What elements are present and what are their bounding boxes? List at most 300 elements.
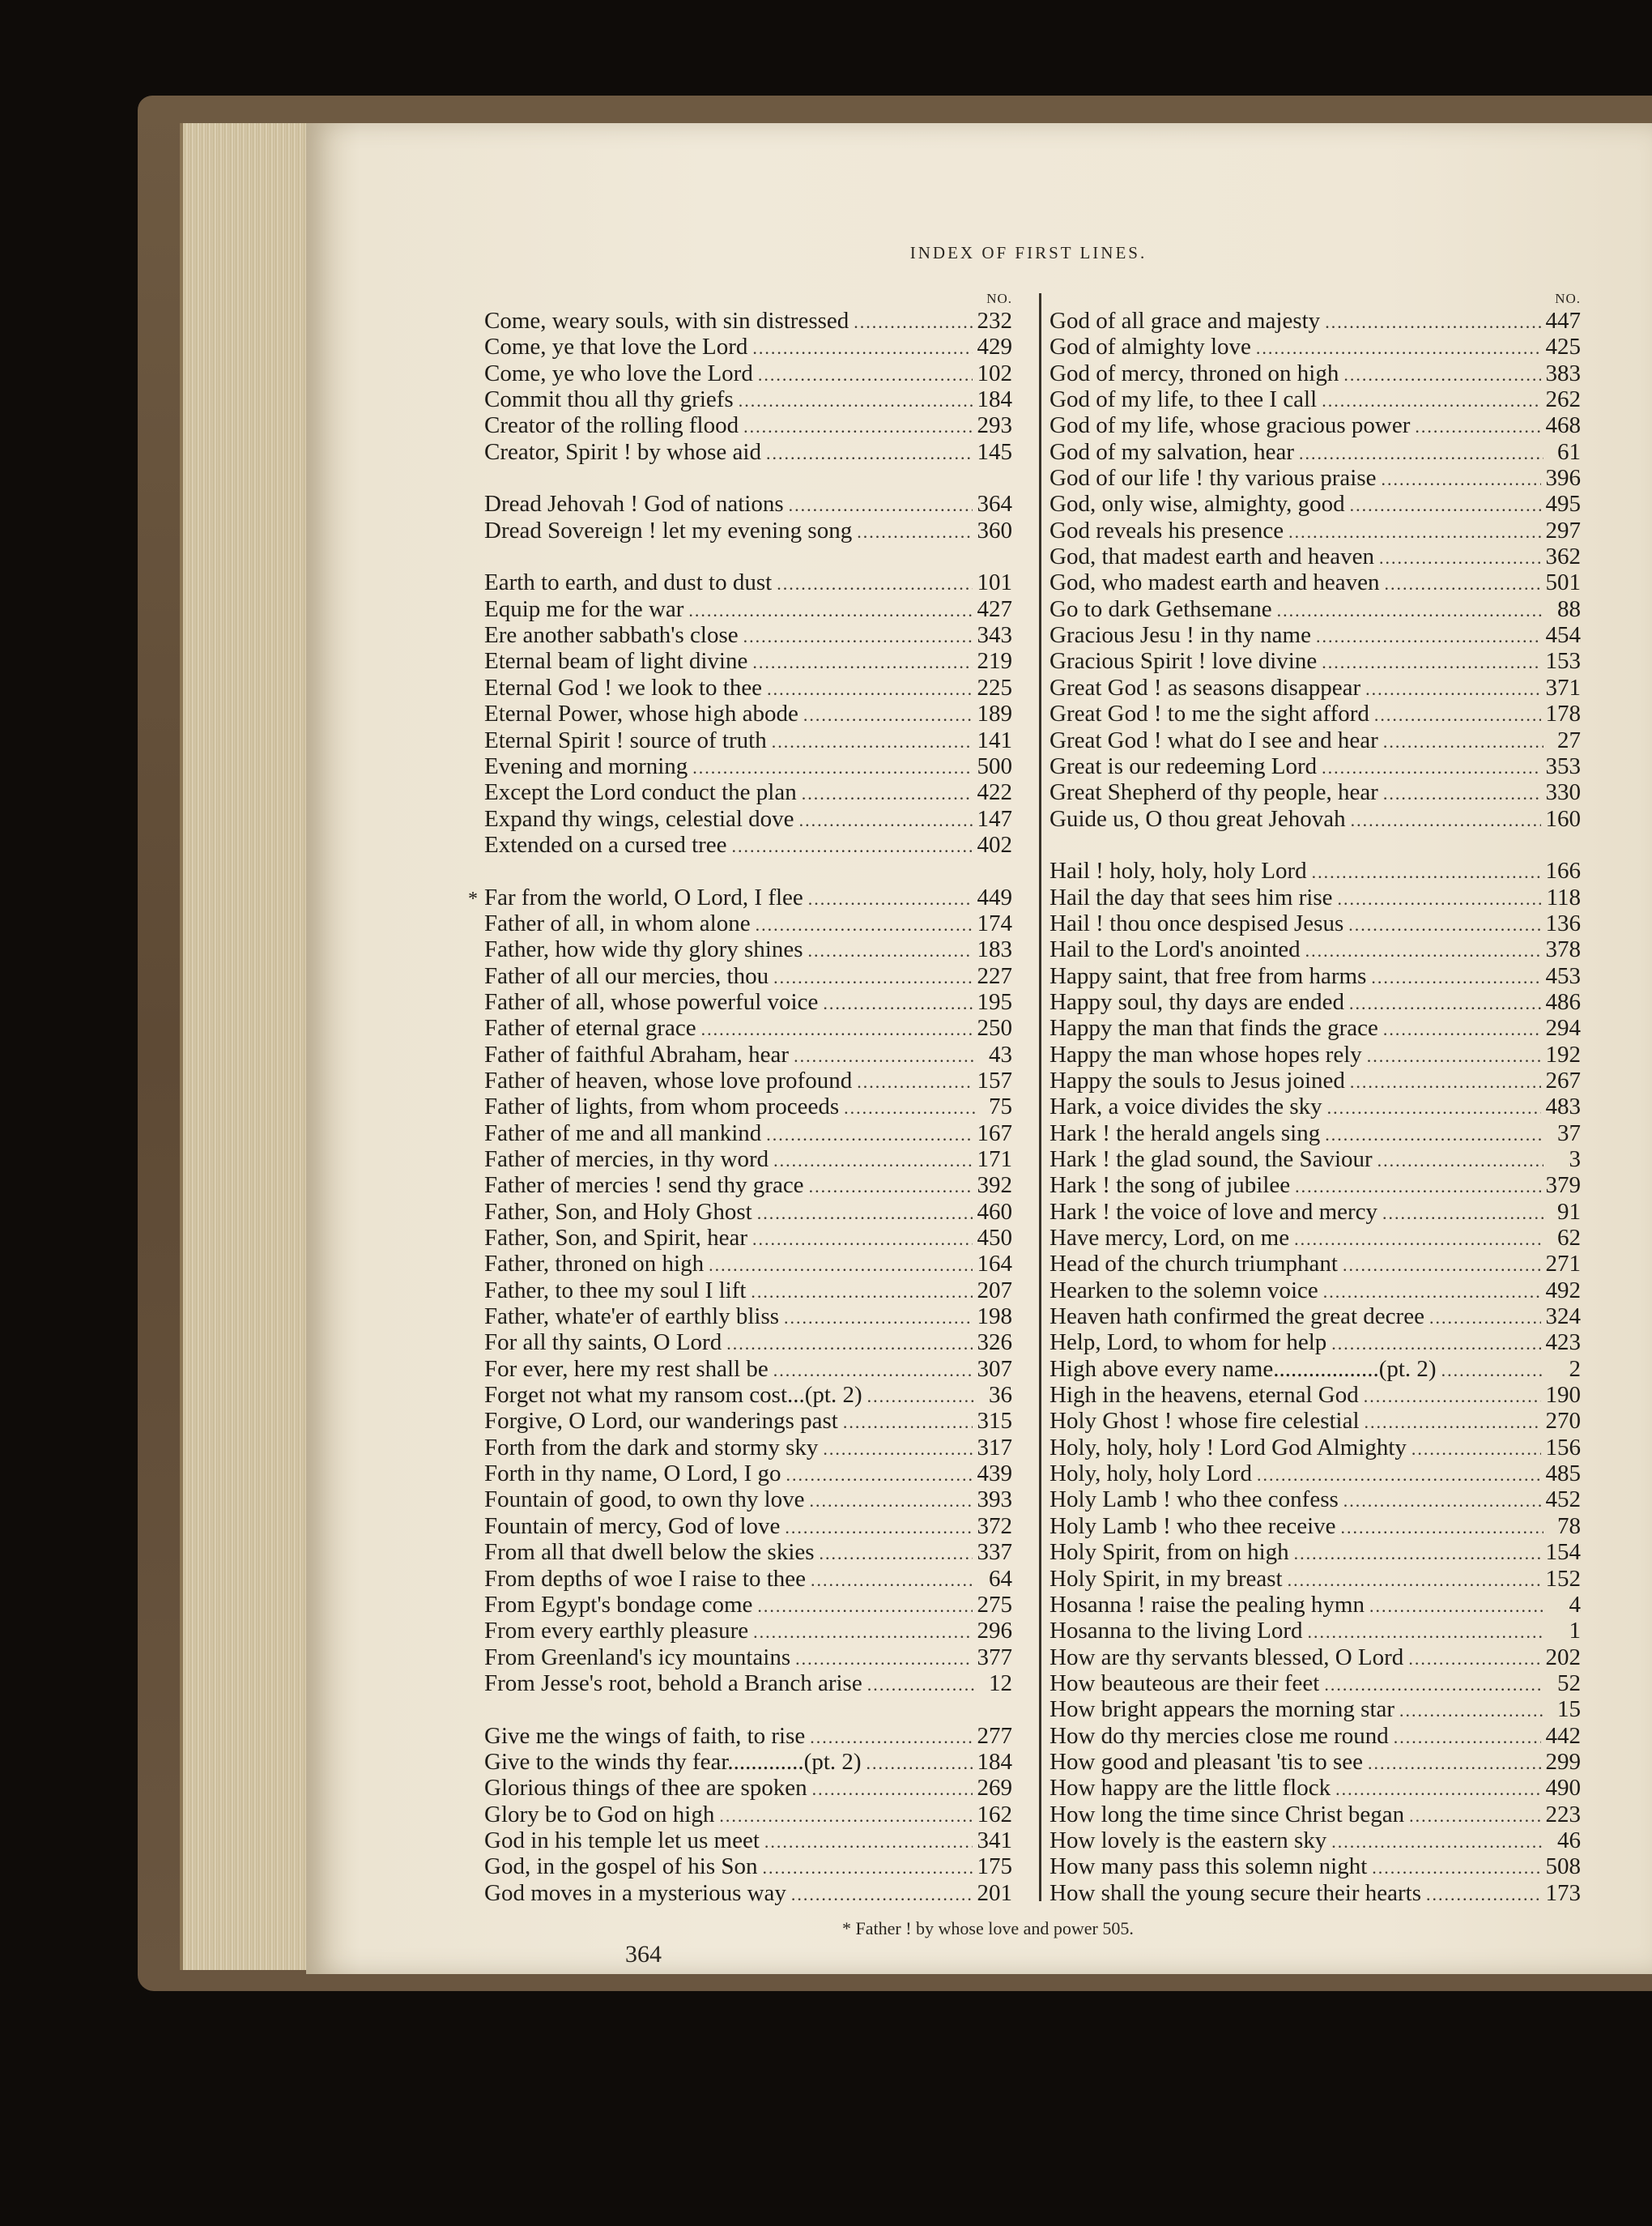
page-header: INDEX OF FIRST LINES. (909, 243, 1147, 262)
index-entry (484, 832, 1012, 858)
dot-leader (773, 1148, 972, 1174)
hymn-number: 202 (1545, 1644, 1581, 1670)
hymn-number: 15 (1557, 1696, 1581, 1723)
hymn-number: 483 (1545, 1094, 1581, 1120)
hymn-first-line: Father of faithful Abraham, hear (484, 1041, 790, 1068)
hymn-number: 152 (1545, 1565, 1581, 1592)
index-entry (484, 1513, 1012, 1539)
index-entry (1050, 648, 1581, 674)
hymn-number: 102 (977, 360, 1012, 386)
dot-leader (766, 1122, 972, 1148)
dot-leader (802, 781, 973, 807)
dot-leader (808, 938, 973, 964)
hymn-first-line: High in the heavens, eternal God (1050, 1382, 1359, 1409)
dot-leader (751, 1279, 972, 1305)
hymn-number: 337 (977, 1539, 1012, 1566)
index-entry (1050, 1592, 1581, 1618)
dot-leader (739, 388, 973, 414)
hymn-number: 315 (977, 1408, 1012, 1435)
dot-leader (1312, 859, 1541, 885)
dot-leader (823, 1436, 972, 1462)
dot-leader (753, 1619, 972, 1645)
dot-leader (767, 676, 972, 702)
index-entry (1050, 491, 1581, 517)
index-entry (484, 1356, 1012, 1382)
hymn-first-line: Father of me and all mankind (484, 1119, 762, 1146)
hymn-first-line: How bright appears the morning star (1050, 1696, 1395, 1723)
index-entry (484, 1539, 1012, 1565)
dot-leader (811, 1567, 975, 1593)
hymn-number: 91 (1557, 1198, 1581, 1225)
index-entry (1050, 1015, 1581, 1041)
hymn-first-line: Father of mercies ! send thy grace (484, 1172, 804, 1199)
index-entry (1050, 1146, 1581, 1172)
dot-leader (1415, 414, 1540, 440)
hymn-first-line: Holy Ghost ! whose fire celestial (1050, 1408, 1360, 1435)
hymn-number: 190 (1545, 1382, 1581, 1409)
hymn-first-line: How beauteous are their feet (1050, 1670, 1320, 1696)
index-entry (484, 675, 1012, 701)
index-entry (1050, 1539, 1581, 1565)
hymn-number: 219 (977, 648, 1012, 675)
dot-leader (777, 571, 972, 597)
dot-leader (789, 493, 973, 518)
index-entry (484, 1435, 1012, 1461)
hymn-number: 36 (989, 1382, 1012, 1409)
hymn-number: 162 (977, 1801, 1012, 1827)
hymn-first-line: How many pass this solemn night (1050, 1853, 1368, 1880)
dot-leader (844, 1095, 975, 1121)
dot-leader (772, 729, 973, 755)
hymn-first-line: Head of the church triumphant (1050, 1251, 1338, 1277)
hymn-first-line: From Jesse's root, behold a Branch arise (484, 1670, 862, 1696)
hymn-number: 429 (977, 334, 1012, 360)
index-section (484, 308, 1012, 465)
hymn-first-line: Hosanna ! raise the pealing hymn (1050, 1591, 1365, 1618)
dot-leader (809, 1174, 973, 1200)
hymn-number: 353 (1545, 753, 1581, 779)
index-entry (1050, 885, 1581, 910)
number-column-label: NO. (986, 291, 1012, 306)
dot-leader (1325, 309, 1540, 335)
hymn-number: 449 (977, 884, 1012, 910)
hymn-first-line: God of all grace and majesty (1050, 308, 1321, 334)
hymn-number: 78 (1557, 1512, 1581, 1539)
index-entry (484, 1172, 1012, 1198)
index-entry (1050, 518, 1581, 544)
hymn-first-line: God of my life, to thee I call (1050, 386, 1318, 413)
index-entry (1050, 1566, 1581, 1592)
index-entry (484, 989, 1012, 1015)
hymn-number: 189 (977, 701, 1012, 727)
hymn-number: 207 (977, 1277, 1012, 1303)
hymn-first-line: Come, ye that love the Lord (484, 334, 748, 360)
hymn-number: 160 (1545, 805, 1581, 832)
index-entry (484, 779, 1012, 805)
dot-leader (726, 1331, 972, 1357)
index-entry (1050, 1042, 1581, 1068)
dot-leader (756, 912, 973, 938)
hymn-first-line: Expand thy wings, celestial dove (484, 805, 794, 832)
index-entry (484, 1592, 1012, 1618)
hymn-number: 61 (1557, 438, 1581, 465)
hymn-number: 439 (977, 1461, 1012, 1487)
dot-leader (1383, 781, 1541, 807)
hymn-first-line: Gracious Spirit ! love divine (1050, 648, 1318, 675)
index-entry (484, 1251, 1012, 1277)
index-entry (484, 1042, 1012, 1068)
index-entry (484, 1408, 1012, 1434)
index-entry (484, 1827, 1012, 1853)
dot-leader (1441, 1358, 1543, 1384)
hymn-first-line: Heaven hath confirmed the great decree (1050, 1303, 1424, 1330)
hymn-first-line: God reveals his presence (1050, 517, 1284, 544)
index-entry (484, 1749, 1012, 1775)
index-entry (484, 518, 1012, 544)
hymn-first-line: Father of all, in whom alone (484, 910, 751, 936)
hymn-first-line: How lovely is the eastern sky (1050, 1827, 1327, 1853)
hymn-first-line: Creator, Spirit ! by whose aid (484, 438, 761, 465)
index-entry (484, 1644, 1012, 1670)
dot-leader (1331, 1829, 1543, 1855)
dot-leader (743, 414, 972, 440)
index-entry (1050, 675, 1581, 701)
hymn-first-line: Forget not what my ransom cost...(pt. 2) (484, 1382, 862, 1409)
hymn-first-line: Father, whate'er of earthly bliss (484, 1303, 780, 1330)
dot-leader (1343, 1252, 1541, 1278)
dot-leader (799, 808, 973, 834)
dot-leader (820, 1541, 973, 1567)
hymn-number: 450 (977, 1225, 1012, 1252)
index-entry (484, 1382, 1012, 1408)
dot-leader (1294, 1541, 1541, 1567)
hymn-number: 341 (977, 1827, 1012, 1853)
index-entry (1050, 1251, 1581, 1277)
index-entry (1050, 701, 1581, 727)
hymn-number: 4 (1569, 1591, 1581, 1618)
hymn-number: 453 (1545, 962, 1581, 989)
dot-leader (857, 1069, 972, 1095)
index-entry (484, 1775, 1012, 1801)
dot-leader (701, 1017, 973, 1043)
hymn-first-line: Happy the man whose hopes rely (1050, 1041, 1362, 1068)
hymn-first-line: Father, throned on high (484, 1251, 705, 1277)
hymn-first-line: High above every name..................(pt. 2) (1050, 1355, 1437, 1382)
dot-leader (1399, 1698, 1543, 1724)
dot-leader (1365, 1409, 1541, 1435)
hymn-first-line: God of my salvation, hear (1050, 438, 1295, 465)
index-entry (1050, 989, 1581, 1015)
hymn-first-line: Happy the man that finds the grace (1050, 1015, 1378, 1042)
index-entry (484, 1853, 1012, 1879)
index-entry (484, 386, 1012, 412)
index-entry (1050, 622, 1581, 648)
dot-leader (1374, 702, 1541, 728)
index-entry (1050, 1068, 1581, 1094)
hymn-number: 492 (1545, 1277, 1581, 1303)
dot-leader (773, 965, 972, 991)
hymn-number: 379 (1545, 1172, 1581, 1199)
dot-leader (795, 1646, 972, 1672)
hymn-number: 62 (1557, 1225, 1581, 1252)
index-entry (484, 1303, 1012, 1329)
dot-leader (1343, 1488, 1541, 1514)
index-entry (1050, 1435, 1581, 1461)
dot-leader (752, 335, 972, 361)
hymn-first-line: Hark ! the voice of love and mercy (1050, 1198, 1378, 1225)
index-entry (1050, 1880, 1581, 1906)
hymn-number: 490 (1545, 1775, 1581, 1802)
index-entry (1050, 1853, 1581, 1879)
index-entry (484, 1120, 1012, 1146)
dot-leader (1372, 1855, 1540, 1881)
dot-leader (1384, 571, 1540, 597)
hymn-first-line: Father of lights, from whom proceeds (484, 1094, 840, 1120)
hymn-first-line: God, only wise, almighty, good (1050, 491, 1345, 518)
hymn-first-line: Have mercy, Lord, on me (1050, 1225, 1290, 1252)
index-entry (1050, 806, 1581, 832)
index-entry (1050, 1329, 1581, 1355)
dot-leader (1288, 519, 1540, 545)
left-sections (468, 308, 1012, 1906)
dot-leader (1322, 755, 1540, 781)
dot-leader (1256, 335, 1541, 361)
hymn-number: 250 (977, 1015, 1012, 1042)
hymn-number: 393 (977, 1486, 1012, 1513)
index-section (468, 884, 1012, 1697)
dot-leader (1295, 1174, 1540, 1200)
dot-leader (1365, 676, 1540, 702)
index-entry (484, 1723, 1012, 1749)
dot-leader (1351, 808, 1541, 834)
hymn-number: 1 (1569, 1618, 1581, 1644)
index-entry (1050, 1225, 1581, 1251)
hymn-number: 271 (1545, 1251, 1581, 1277)
index-entry (1050, 779, 1581, 805)
dot-leader (785, 1515, 972, 1541)
hymn-number: 383 (1545, 360, 1581, 386)
hymn-number: 118 (1546, 884, 1581, 910)
hymn-first-line: Forgive, O Lord, our wanderings past (484, 1408, 838, 1435)
index-entry (484, 753, 1012, 779)
hymn-number: 317 (977, 1434, 1012, 1461)
footnote-marker: * (468, 888, 478, 910)
index-entry (484, 806, 1012, 832)
index-entry (484, 439, 1012, 465)
hymn-first-line: Forth in thy name, O Lord, I go (484, 1461, 781, 1487)
index-entry (1050, 1827, 1581, 1853)
hymn-first-line: Happy soul, thy days are ended (1050, 988, 1345, 1015)
dot-leader (1364, 1384, 1541, 1409)
hymn-first-line: From Greenland's icy mountains (484, 1644, 791, 1670)
index-entry (484, 1094, 1012, 1119)
dot-leader (784, 1305, 972, 1331)
hymn-first-line: Hark ! the song of jubilee (1050, 1172, 1291, 1199)
hymn-number: 173 (1545, 1879, 1581, 1906)
index-entry (1050, 1382, 1581, 1408)
dot-leader (1349, 991, 1540, 1017)
hymn-first-line: Far from the world, O Lord, I flee (484, 884, 803, 910)
hymn-first-line: How are thy servants blessed, O Lord (1050, 1644, 1404, 1670)
hymn-number: 454 (1545, 622, 1581, 649)
hymn-number: 37 (1557, 1119, 1581, 1146)
dot-leader (866, 1751, 973, 1776)
hymn-first-line: Father, Son, and Holy Ghost (484, 1198, 752, 1225)
index-entry (484, 1277, 1012, 1303)
hymn-number: 64 (989, 1565, 1012, 1592)
hymn-first-line: Holy, holy, holy ! Lord God Almighty (1050, 1434, 1407, 1461)
dot-leader (1411, 1436, 1541, 1462)
index-section (1050, 858, 1581, 1906)
hymn-first-line: Holy, holy, holy Lord (1050, 1461, 1252, 1487)
hymn-first-line: God moves in a mysterious way (484, 1879, 786, 1906)
dot-leader (812, 1776, 973, 1802)
hymn-first-line: Help, Lord, to whom for help (1050, 1329, 1327, 1356)
index-entry (1050, 1749, 1581, 1775)
hymn-first-line: God, in the gospel of his Son (484, 1853, 758, 1880)
dot-leader (1288, 1567, 1541, 1593)
index-section (484, 491, 1012, 544)
page-edges (180, 123, 309, 1970)
index-entry (484, 1068, 1012, 1094)
index-entry (1050, 544, 1581, 569)
dot-leader (1350, 1069, 1541, 1095)
hymn-number: 297 (1545, 517, 1581, 544)
hymn-number: 227 (977, 962, 1012, 989)
index-entry (484, 727, 1012, 753)
dot-leader (803, 702, 973, 728)
hymn-first-line: From all that dwell below the skies (484, 1539, 815, 1566)
hymn-first-line: Great God ! to me the sight afford (1050, 701, 1369, 727)
index-entry (1050, 596, 1581, 622)
hymn-first-line: Forth from the dark and stormy sky (484, 1434, 819, 1461)
index-column-right (1050, 290, 1581, 1906)
dot-leader (791, 1882, 973, 1908)
index-entry (484, 963, 1012, 989)
index-entry (484, 1670, 1012, 1696)
dot-leader (719, 1803, 972, 1829)
index-entry (1050, 1486, 1581, 1512)
dot-leader (1324, 1672, 1543, 1698)
dot-leader (1341, 1515, 1544, 1541)
hymn-first-line: Happy the souls to Jesus joined (1050, 1067, 1345, 1094)
hymn-number: 495 (1545, 491, 1581, 518)
hymn-number: 452 (1545, 1486, 1581, 1513)
hymn-first-line: Eternal God ! we look to thee (484, 674, 763, 701)
hymn-first-line: Father of heaven, whose love profound (484, 1067, 853, 1094)
hymn-first-line: How shall the young secure their hearts (1050, 1879, 1422, 1906)
column-divider (1039, 293, 1041, 1901)
index-entry (1050, 727, 1581, 753)
index-entry (1050, 386, 1581, 412)
index-entry (484, 622, 1012, 648)
hymn-first-line: Great God ! what do I see and hear (1050, 727, 1378, 753)
hymn-number: 147 (977, 805, 1012, 832)
hymn-number: 195 (977, 988, 1012, 1015)
dot-leader (773, 1358, 973, 1384)
hymn-first-line: Hail to the Lord's anointed (1050, 936, 1301, 963)
dot-leader (1371, 965, 1540, 991)
hymn-number: 501 (1545, 569, 1581, 596)
dot-leader (743, 624, 973, 650)
index-entry (1050, 1199, 1581, 1225)
hymn-number: 377 (977, 1644, 1012, 1670)
index-entry (484, 910, 1012, 936)
hymn-number: 175 (977, 1853, 1012, 1880)
dot-leader (1369, 1593, 1543, 1619)
hymn-first-line: Father of mercies, in thy word (484, 1146, 769, 1172)
index-entry (484, 1461, 1012, 1486)
hymn-first-line: Commit thou all thy griefs (484, 386, 734, 413)
hymn-number: 296 (977, 1618, 1012, 1644)
hymn-first-line: How do thy mercies close me round (1050, 1722, 1389, 1749)
index-entry (484, 1329, 1012, 1355)
hymn-number: 225 (977, 674, 1012, 701)
dot-leader (810, 1488, 973, 1514)
hymn-number: 88 (1557, 595, 1581, 622)
hymn-first-line: Glory be to God on high (484, 1801, 715, 1827)
index-entry (484, 412, 1012, 438)
hymn-number: 425 (1545, 334, 1581, 360)
dot-leader (1325, 1122, 1543, 1148)
index-entry (1050, 1618, 1581, 1644)
index-entry (1050, 1696, 1581, 1722)
hymn-number: 324 (1545, 1303, 1581, 1330)
hymn-number: 183 (977, 936, 1012, 963)
hymn-number: 485 (1545, 1461, 1581, 1487)
hymn-number: 171 (977, 1146, 1012, 1172)
hymn-number: 396 (1545, 465, 1581, 492)
index-entry (484, 596, 1012, 622)
index-entry (484, 1486, 1012, 1512)
index-entry (1050, 1644, 1581, 1670)
dot-leader (1429, 1305, 1541, 1331)
index-entry (1050, 910, 1581, 936)
index-entry (1050, 1513, 1581, 1539)
hymn-first-line: Great Shepherd of thy people, hear (1050, 779, 1378, 806)
hymn-first-line: Come, ye who love the Lord (484, 360, 753, 386)
hymn-number: 362 (1545, 544, 1581, 570)
hymn-number: 486 (1545, 988, 1581, 1015)
hymn-number: 427 (977, 595, 1012, 622)
hymn-number: 178 (1545, 701, 1581, 727)
hymn-first-line: Father, to thee my soul I lift (484, 1277, 747, 1303)
hymn-number: 3 (1569, 1146, 1581, 1172)
hymn-number: 468 (1545, 412, 1581, 439)
hymn-number: 145 (977, 438, 1012, 465)
hymn-first-line: From depths of woe I raise to thee (484, 1565, 807, 1592)
hymn-first-line: How good and pleasant 'tis to see (1050, 1748, 1363, 1775)
hymn-first-line: Hark ! the glad sound, the Saviour (1050, 1146, 1373, 1172)
hymn-first-line: Father of eternal grace (484, 1015, 696, 1042)
index-entry (1050, 1670, 1581, 1696)
hymn-first-line: Father of all, whose powerful voice (484, 988, 819, 1015)
hymn-number: 232 (977, 308, 1012, 334)
hymn-number: 269 (977, 1775, 1012, 1802)
dot-leader (757, 1593, 972, 1619)
hymn-first-line: Dread Jehovah ! God of nations (484, 491, 784, 518)
dot-leader (786, 1462, 972, 1488)
dot-leader (1382, 1200, 1543, 1226)
hymn-number: 262 (1545, 386, 1581, 413)
dot-leader (1348, 912, 1540, 938)
dot-leader (1294, 1226, 1543, 1252)
dot-leader (758, 362, 973, 388)
dot-leader (1331, 1331, 1540, 1357)
hymn-number: 201 (977, 1879, 1012, 1906)
hymn-number: 184 (977, 386, 1012, 413)
hymn-number: 192 (1545, 1041, 1581, 1068)
